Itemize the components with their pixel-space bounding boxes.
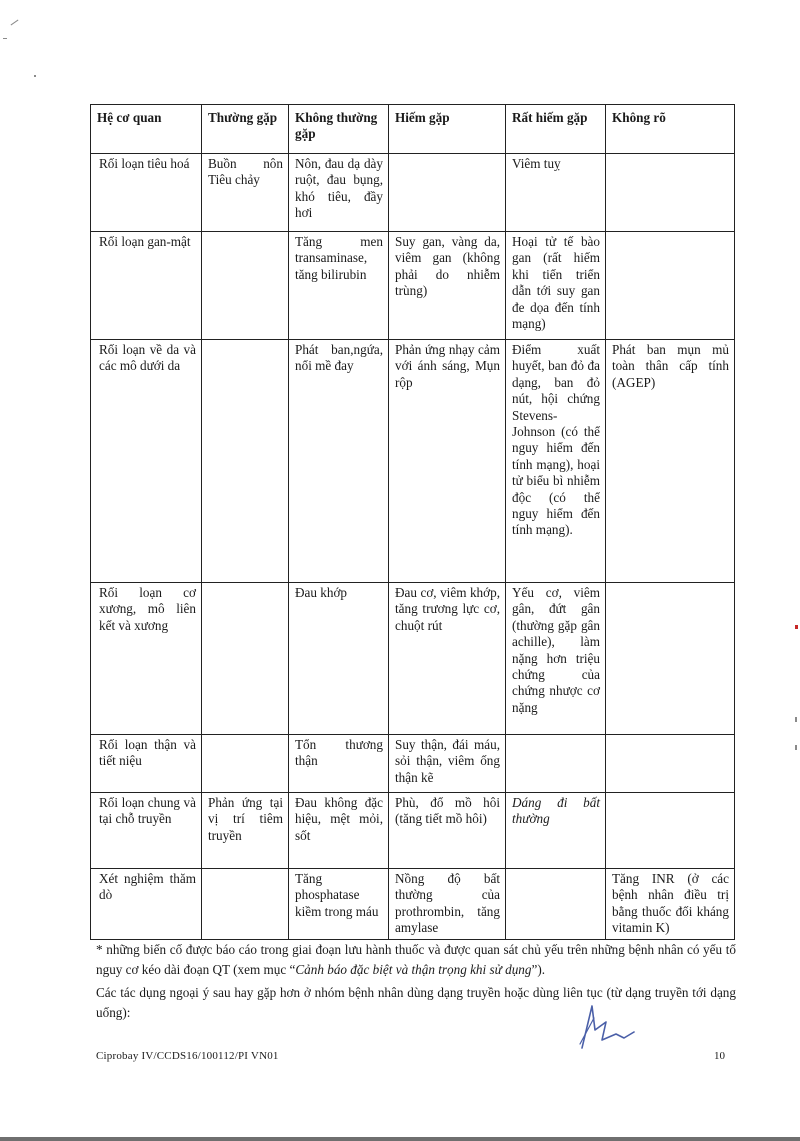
table-cell bbox=[202, 583, 289, 735]
scan-edge bbox=[0, 1137, 800, 1141]
header-organ-system: Hệ cơ quan bbox=[91, 105, 202, 154]
scan-speck bbox=[34, 75, 36, 77]
scan-speck bbox=[3, 38, 7, 39]
table-cell bbox=[606, 154, 735, 232]
header-very-rare: Rất hiếm gặp bbox=[506, 105, 606, 154]
footnote-marker: * bbox=[96, 942, 103, 957]
footnote bbox=[96, 940, 736, 980]
table-cell: Tăng phosphatase kiềm trong máu bbox=[289, 869, 389, 940]
table-cell bbox=[202, 735, 289, 793]
table-cell bbox=[202, 869, 289, 940]
table-cell: Phát ban mụn mủ toàn thân cấp tính (AGEP) bbox=[606, 340, 735, 583]
table-cell bbox=[606, 735, 735, 793]
table-cell: Phản ứng tại vị trí tiêm truyền bbox=[202, 793, 289, 869]
header-unknown: Không rõ bbox=[606, 105, 735, 154]
table-cell: Suy thận, đái máu, sỏi thận, viêm ống thận kẽ bbox=[389, 735, 506, 793]
table-cell: Rối loạn gan-mật bbox=[91, 232, 202, 340]
table-row bbox=[91, 793, 735, 869]
table-row bbox=[91, 583, 735, 735]
table-cell: Xét nghiệm thăm dò bbox=[91, 869, 202, 940]
header-common: Thường gặp bbox=[202, 105, 289, 154]
table-cell: Viêm tuỵ bbox=[506, 154, 606, 232]
header-rare: Hiếm gặp bbox=[389, 105, 506, 154]
table-header-row bbox=[91, 105, 735, 154]
table-cell: Phù, đổ mồ hôi (tăng tiết mồ hôi) bbox=[389, 793, 506, 869]
table-cell bbox=[202, 232, 289, 340]
table-row bbox=[91, 232, 735, 340]
table-cell: Hoại tử tế bào gan (rất hiếm khi tiến triển dẫn tới suy gan đe dọa đến tính mạng) bbox=[506, 232, 606, 340]
table-cell: Đau khớp bbox=[289, 583, 389, 735]
scan-speck bbox=[795, 717, 797, 722]
table-cell: Phản ứng nhạy cảm với ánh sáng, Mụn rộp bbox=[389, 340, 506, 583]
handwritten-signature bbox=[572, 1000, 642, 1052]
adverse-effects-table bbox=[90, 104, 735, 940]
table-cell: Nồng độ bất thường của prothrombin, tăng amylase bbox=[389, 869, 506, 940]
table-cell: Suy gan, vàng da, viêm gan (không phải do nhiễm trùng) bbox=[389, 232, 506, 340]
table-cell bbox=[506, 869, 606, 940]
table-row bbox=[91, 869, 735, 940]
scan-speck bbox=[795, 745, 797, 750]
table-cell: Nôn, đau dạ dày ruột, đau bụng, khó tiêu, đầy hơi bbox=[289, 154, 389, 232]
page-number: 10 bbox=[714, 1050, 725, 1062]
table-row bbox=[91, 735, 735, 793]
table-cell bbox=[606, 583, 735, 735]
body-paragraph: Các tác dụng ngoại ý sau hay gặp hơn ở nhóm bệnh nhân dùng dạng truyền hoặc dùng liên tục (từ dạng truyền tới dạng uống): bbox=[96, 985, 736, 1020]
table-cell: Rối loạn tiêu hoá bbox=[91, 154, 202, 232]
table-cell: Phát ban,ngứa, nổi mề đay bbox=[289, 340, 389, 583]
table-cell: Tăng men transaminase, tăng bilirubin bbox=[289, 232, 389, 340]
footnote-section-reference: Cảnh báo đặc biệt và thận trọng khi sử dụng bbox=[295, 962, 532, 977]
table-cell: Rối loạn thận và tiết niệu bbox=[91, 735, 202, 793]
table-row bbox=[91, 340, 735, 583]
table-cell bbox=[202, 340, 289, 583]
table-cell bbox=[389, 154, 506, 232]
table-cell bbox=[506, 735, 606, 793]
document-id: Ciprobay IV/CCDS16/100112/PI VN01 bbox=[96, 1050, 279, 1062]
table-cell: Tổn thương thận bbox=[289, 735, 389, 793]
header-uncommon: Không thường gặp bbox=[289, 105, 389, 154]
table-row bbox=[91, 154, 735, 232]
table-cell: Đau cơ, viêm khớp, tăng trương lực cơ, chuột rút bbox=[389, 583, 506, 735]
table-cell: Rối loạn chung và tại chỗ truyền bbox=[91, 793, 202, 869]
table-cell bbox=[606, 793, 735, 869]
scan-speck bbox=[795, 625, 798, 629]
table-cell: Yếu cơ, viêm gân, đứt gân (thường gặp gân achille), làm nặng hơn triệu chứng của chứng nhược cơ nặng bbox=[506, 583, 606, 735]
table-cell: Rối loạn cơ xương, mô liên kết và xương bbox=[91, 583, 202, 735]
table-cell bbox=[606, 232, 735, 340]
table-cell: Tăng INR (ở các bệnh nhân điều trị bằng thuốc đối kháng vitamin K) bbox=[606, 869, 735, 940]
table-cell: Rối loạn về da và các mô dưới da bbox=[91, 340, 202, 583]
scan-speck bbox=[11, 20, 19, 26]
footnote-text: những biến cố được báo cáo trong giai đoạn lưu hành thuốc và được quan sát chủ yếu trên những bệnh nhân có yếu tố nguy cơ kéo dài đoạn QT (xem mục “ bbox=[96, 942, 736, 977]
table-cell: Điểm xuất huyết, ban đỏ đa dạng, ban đỏ nút, hội chứng Stevens-Johnson (có thể nguy hiểm đến tính mạng), hoại tử biểu bì nhiễm độc (có thể nguy hiểm đến tính mạng). bbox=[506, 340, 606, 583]
table-cell: Dáng đi bất thường bbox=[506, 793, 606, 869]
table-cell: Đau không đặc hiệu, mệt mỏi, sốt bbox=[289, 793, 389, 869]
footnote-text-end: ”). bbox=[531, 962, 546, 977]
table-cell: Buồn nôn Tiêu chảy bbox=[202, 154, 289, 232]
